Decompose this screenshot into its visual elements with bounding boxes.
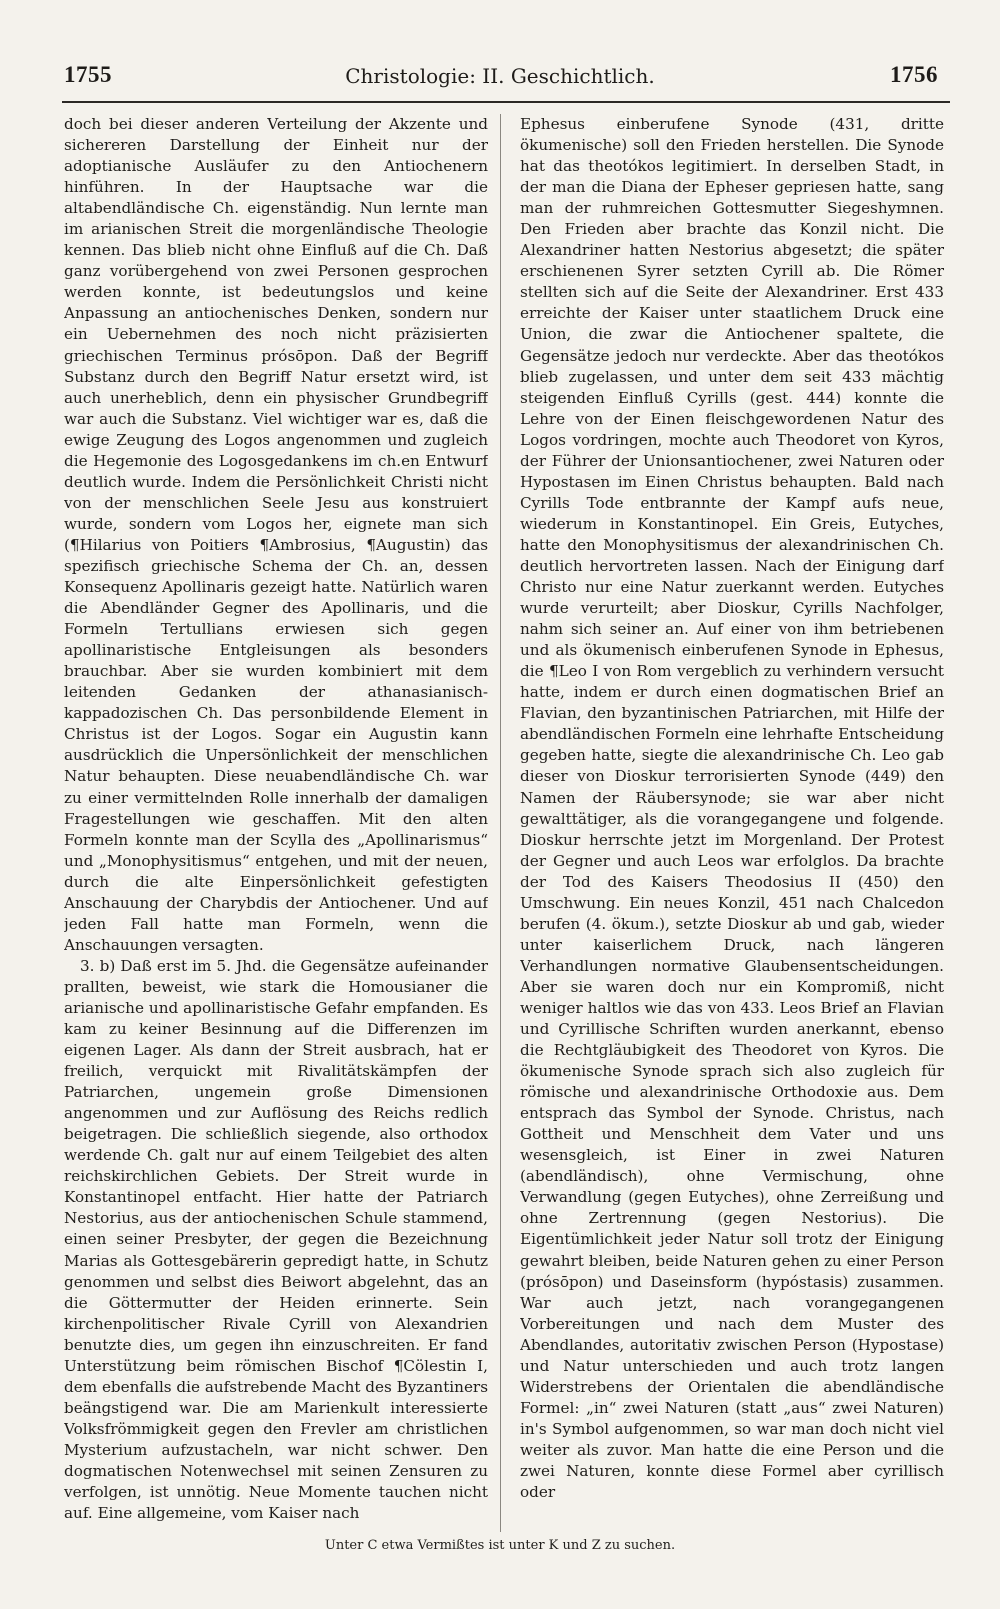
right-column: [520, 114, 944, 1532]
page-header: [0, 62, 1000, 98]
footer-note: Unter C etwa Vermißtes ist unter K und Z zu suchen.: [324, 1538, 676, 1553]
left-column: [64, 114, 488, 1532]
page-number-left: 1755: [64, 62, 112, 87]
column-divider: [500, 114, 501, 1532]
paragraph: doch bei dieser anderen Verteilung der Akzente und sichereren Darstellung der Einheit nur der adoptianische Ausläufer zu den Antiochenern hinführen. In der Hauptsache war die altabendländische Ch. eigenständig. Nun lernte man im arianischen Streit die morgenländische Theologie kennen. Das blieb nicht ohne Einfluß auf die Ch. Daß ganz vorübergehend von zwei Personen gesprochen werden konnte, ist bedeutungslos und keine Anpassung an antiochenisches Denken, sondern nur ein Uebernehmen des noch nicht präzisierten griechischen Terminus prósōpon. Daß der Begriff Substanz durch den Begriff Natur ersetzt wird, ist auch unerheblich, denn ein physischer Grundbegriff war auch die Substanz. Viel wichtiger war es, daß die ewige Zeugung des Logos angenommen und zugleich die Hegemonie des Logosgedankens im ch.en Entwurf deutlich wurde. Indem die Persönlichkeit Christi nicht von der menschlichen Seele Jesu aus konstruiert wurde, sondern vom Logos her, eignete man sich (¶Hilarius von Poitiers ¶Ambrosius, ¶Augustin) das spezifisch griechische Schema der Ch. an, dessen Konsequenz Apollinaris gezeigt hatte. Natürlich waren die Abendländer Gegner des Apollinaris, und die Formeln Tertullians erwiesen sich gegen apollinaristische Entgleisungen als besonders brauchbar. Aber sie wurden kombiniert mit dem leitenden Gedanken der athanasianisch-kappadozischen Ch. Das personbildende Element in Christus ist der Logos. Sogar ein Augustin kann ausdrücklich die Unpersönlichkeit der menschlichen Natur behaupten. Diese neuabendländische Ch. war zu einer vermittelnden Rolle innerhalb der damaligen Fragestellungen wie geschaffen. Mit den alten Formeln konnte man der Scylla des „Apollinarismus“ und „Monophysitismus“ entgehen, und mit der neuen, durch die alte Einpersönlichkeit gefestigten Anschauung der Charybdis der Antiochener. Und auf jeden Fall hatte man Formeln, wenn die Anschauungen versagten.: [64, 115, 488, 954]
paragraph: 3. b) Daß erst im 5. Jhd. die Gegensätze aufeinander prallten, beweist, wie stark die Homousianer die arianische und apollinaristische Gefahr empfanden. Es kam zu keiner Besinnung auf die Differenzen im eigenen Lager. Als dann der Streit ausbrach, hat er freilich, verquickt mit Rivalitätskämpfen der Patriarchen, ungemein große Dimensionen angenommen und zur Auflösung des Reichs redlich beigetragen. Die schließlich siegende, also orthodox werdende Ch. galt nur auf einem Teilgebiet des alten reichskirchlichen Gebiets. Der Streit wurde in Konstantinopel entfacht. Hier hatte der Patriarch Nestorius, aus der antiochenischen Schule stammend, einen seiner Presbyter, der gegen die Bezeichnung Marias als Gottesgebärerin gepredigt hatte, in Schutz genommen und selbst dies Beiwort abgelehnt, das an die Göttermutter der Heiden erinnerte. Sein kirchenpolitischer Rivale Cyrill von Alexandrien benutzte dies, um gegen ihn einzuschreiten. Er fand Unterstützung beim römischen Bischof ¶Cölestin I, dem ebenfalls die aufstrebende Macht des Byzantiners beängstigend war. Die am Marienkult interessierte Volksfrömmigkeit gegen den Frevler am christlichen Mysterium aufzustacheln, war nicht schwer. Den dogmatischen Notenwechsel mit seinen Zensuren zu verfolgen, ist unnötig. Neue Momente tauchen nicht auf. Eine allgemeine, vom Kaiser nach: [64, 956, 488, 1523]
header-rule: [62, 101, 950, 103]
page-number-right: 1756: [890, 62, 938, 87]
running-title: Christologie: II. Geschichtlich.: [345, 64, 655, 88]
paragraph: Ephesus einberufene Synode (431, dritte ökumenische) soll den Frieden herstellen. Die Synode hat das theotókos legitimiert. In derselben Stadt, in der man die Diana der Epheser gepriesen hatte, sang man der ruhmreichen Gottesmutter Siegeshymnen. Den Frieden aber brachte das Konzil nicht. Die Alexandriner hatten Nestorius abgesetzt; die später erschienenen Syrer setzten Cyrill ab. Die Römer stellten sich auf die Seite der Alexandriner. Erst 433 erreichte der Kaiser unter staatlichem Druck eine Union, die zwar die Antiochener spaltete, die Gegensätze jedoch nur verdeckte. Aber das theotókos blieb zugelassen, und unter dem seit 433 mächtig steigenden Einfluß Cyrills (gest. 444) konnte die Lehre von der Einen fleischgewordenen Natur des Logos vordringen, mochte auch Theodoret von Kyros, der Führer der Unionsantiochener, zwei Naturen oder Hypostasen im Einen Christus behaupten. Bald nach Cyrills Tode entbrannte der Kampf aufs neue, wiederum in Konstantinopel. Ein Greis, Eutyches, hatte den Monophysitismus der alexandrinischen Ch. deutlich hervortreten lassen. Nach der Einigung darf Christo nur eine Natur zuerkannt werden. Eutyches wurde verurteilt; aber Dioskur, Cyrills Nachfolger, nahm sich seiner an. Auf einer von ihm betriebenen und als ökumenisch einberufenen Synode in Ephesus, die ¶Leo I von Rom vergeblich zu verhindern versucht hatte, indem er durch einen dogmatischen Brief an Flavian, den byzantinischen Patriarchen, mit Hilfe der abendländischen Formeln eine lehrhafte Entscheidung gegeben hatte, siegte die alexandrinische Ch. Leo gab dieser von Dioskur terrorisierten Synode (449) den Namen der Räubersynode; sie war aber nicht gewalttätiger, als die vorangegangene und folgende. Dioskur herrschte jetzt im Morgenland. Der Protest der Gegner und auch Leos war erfolglos. Da brachte der Tod des Kaisers Theodosius II (450) den Umschwung. Ein neues Konzil, 451 nach Chalcedon berufen (4. ökum.), setzte Dioskur ab und gab, wieder unter kaiserlichem Druck, nach längeren Verhandlungen normative Glaubensentscheidungen. Aber sie waren doch nur ein Kompromiß, nicht weniger haltlos wie das von 433. Leos Brief an Flavian und Cyrillische Schriften wurden anerkannt, ebenso die Rechtgläubigkeit des Theodoret von Kyros. Die ökumenische Synode sprach sich also zugleich für römische und alexandrinische Orthodoxie aus. Dem entsprach das Symbol der Synode. Christus, nach Gottheit und Menschheit dem Vater und uns wesensgleich, ist Einer in zwei Naturen (abendländisch), ohne Vermischung, ohne Verwandlung (gegen Eutyches), ohne Zerreißung und ohne Zertrennung (gegen Nestorius). Die Eigentümlichkeit jeder Natur soll trotz der Einigung gewahrt bleiben, beide Naturen gehen zu einer Person (prósōpon) und Daseinsform (hypóstasis) zusammen. War auch jetzt, nach vorangegangenen Vorbereitungen und nach dem Muster des Abendlandes, autoritativ zwischen Person (Hypostase) und Natur unterschieden und auch trotz langen Widerstrebens der Orientalen die abendländische Formel: „in“ zwei Naturen (statt „aus“ zwei Naturen) in's Symbol aufgenommen, so war man doch nicht viel weiter als zuvor. Man hatte die eine Person und die zwei Naturen, konnte diese Formel aber cyrillisch oder: [520, 115, 944, 1502]
